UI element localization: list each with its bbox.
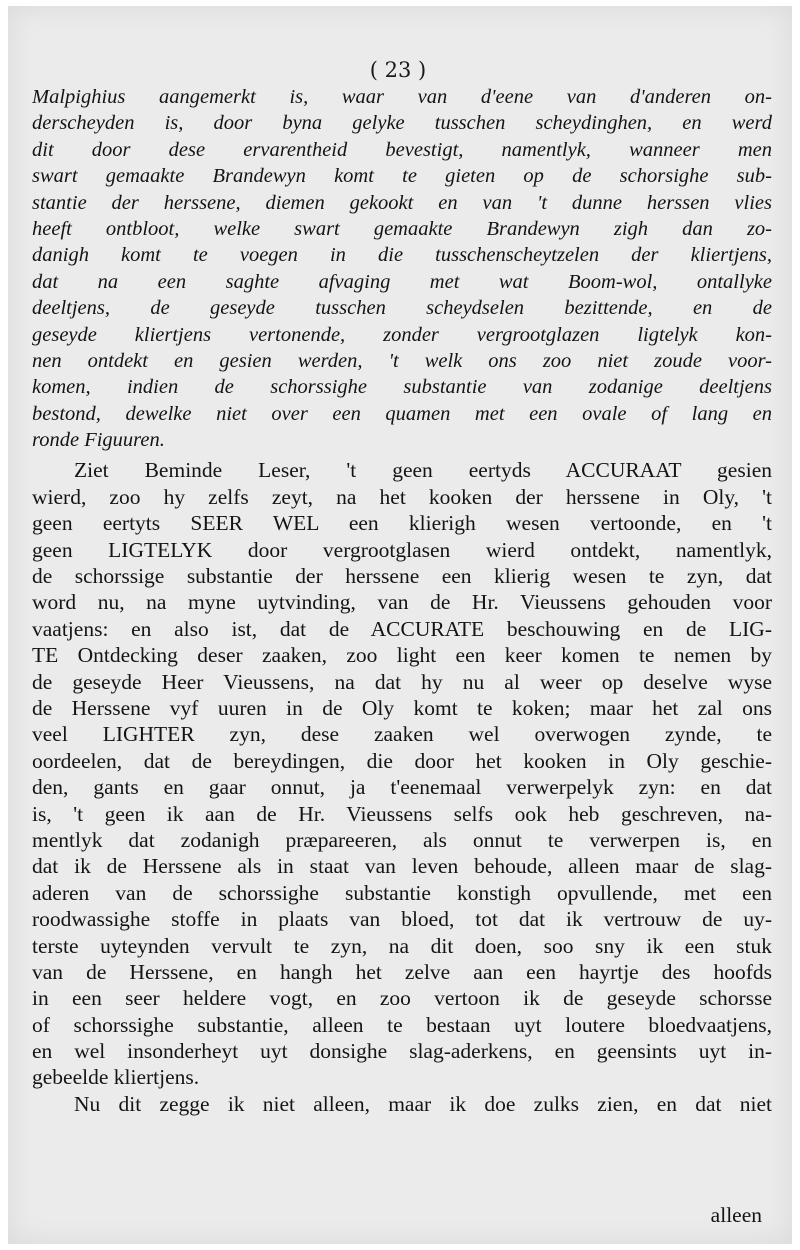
text-line: geseyde kliertjens vertonende, zonder vergrootglazen ligtelyk kon-	[32, 323, 772, 346]
text-line: geen eertyts SEER WEL een klierigh wesen vertoonde, en 't	[32, 511, 772, 536]
text-line: ronde Figuuren.	[32, 429, 165, 452]
roman-paragraph	[32, 457, 772, 1117]
text-line: heeft ontbloot, welke swart gemaakte Brandewyn zigh dan zo-	[32, 217, 772, 240]
text-line: komen, indien de schorssighe substantie van zodanige deeltjens	[32, 376, 772, 399]
text-line: wierd, zoo hy zelfs zeyt, na het kooken der herssene in Oly, 't	[32, 484, 772, 509]
text-line: dat ik de Herssene als in staat van leven behoude, alleen maar de slag-	[32, 854, 772, 879]
text-line: gebeelde kliertjens.	[32, 1065, 200, 1090]
page-body	[32, 84, 772, 1117]
text-line: de schorssige substantie der herssene een klierig wesen te zyn, dat	[32, 564, 772, 589]
text-line: bestond, dewelke niet over een quamen met een ovale of lang en	[32, 402, 772, 425]
text-line: of schorssighe substantie, alleen te bestaan uyt loutere bloedvaatjens,	[32, 1012, 772, 1037]
text-line: danigh komt te voegen in die tusschenscheytzelen der kliertjens,	[32, 244, 772, 267]
italic-paragraph	[32, 84, 772, 453]
text-line: veel LIGHTER zyn, dese zaaken wel overwogen zynde, te	[32, 722, 772, 747]
text-line: de Herssene vyf uuren in de Oly komt te koken; maar het zal ons	[32, 695, 772, 720]
catchword: alleen	[710, 1203, 762, 1227]
text-line: dit door dese ervarentheid bevestigt, namentlyk, wanneer men	[32, 138, 772, 161]
text-line: mentlyk dat zodanigh præpareeren, als onnut te verwerpen is, en	[32, 827, 772, 852]
text-line: deeltjens, de geseyde tusschen scheydselen bezittende, en de	[32, 297, 772, 320]
text-line: word nu, na myne uytvinding, van de Hr. Vieussens gehouden voor	[32, 590, 772, 615]
text-line: dat na een saghte afvaging met wat Boom-wol, ontallyke	[32, 270, 772, 293]
page-number: ( 23 )	[369, 58, 427, 82]
text-line: Ziet Beminde Leser, 't geen eertyds ACCURAAT gesien	[74, 458, 772, 483]
text-line: Nu dit zegge ik niet alleen, maar ik doe zulks zien, en dat niet	[74, 1091, 772, 1116]
text-line: en wel insonderheyt uyt donsighe slag-aderkens, en geensints uyt in-	[32, 1039, 772, 1064]
text-line: in een seer heldere vogt, en zoo vertoon ik de geseyde schorsse	[32, 986, 772, 1011]
text-line: de geseyde Heer Vieussens, na dat hy nu al weer op deselve wyse	[32, 669, 772, 694]
text-line: den, gants en gaar onnut, ja t'eenemaal verwerpelyk zyn: en dat	[32, 775, 772, 800]
book-page	[8, 6, 792, 1244]
text-line: geen LIGTELYK door vergrootglasen wierd ontdekt, namentlyk,	[32, 537, 772, 562]
text-line: is, 't geen ik aan de Hr. Vieussens selfs ook heb geschreven, na-	[32, 801, 772, 826]
text-line: roodwassighe stoffe in plaats van bloed, tot dat ik vertrouw de uy-	[32, 907, 772, 932]
text-line: aderen van de schorssighe substantie konstigh opvullende, met een	[32, 880, 772, 905]
text-line: van de Herssene, en hangh het zelve aan een hayrtje des hoofds	[32, 959, 772, 984]
text-line: swart gemaakte Brandewyn komt te gieten op de schorsighe sub-	[32, 165, 772, 188]
text-line: derscheyden is, door byna gelyke tusschen scheydinghen, en werd	[32, 112, 772, 135]
text-line: oordeelen, dat de bereydingen, die door het kooken in Oly geschie-	[32, 748, 772, 773]
text-line: stantie der herssene, diemen gekookt en van 't dunne herssen vlies	[32, 191, 772, 214]
text-line: vaatjens: en also ist, dat de ACCURATE beschouwing en de LIG-	[32, 616, 772, 641]
text-line: Malpighius aangemerkt is, waar van d'eene van d'anderen on-	[32, 86, 772, 108]
text-line: terste uyteynden vervult te zyn, na dit doen, soo sny ik een stuk	[32, 933, 772, 958]
text-line: nen ontdekt en gesien werden, 't welk ons zoo niet zoude voor-	[32, 349, 772, 372]
text-line: TE Ontdecking deser zaaken, zoo light een keer komen te nemen by	[32, 643, 772, 668]
